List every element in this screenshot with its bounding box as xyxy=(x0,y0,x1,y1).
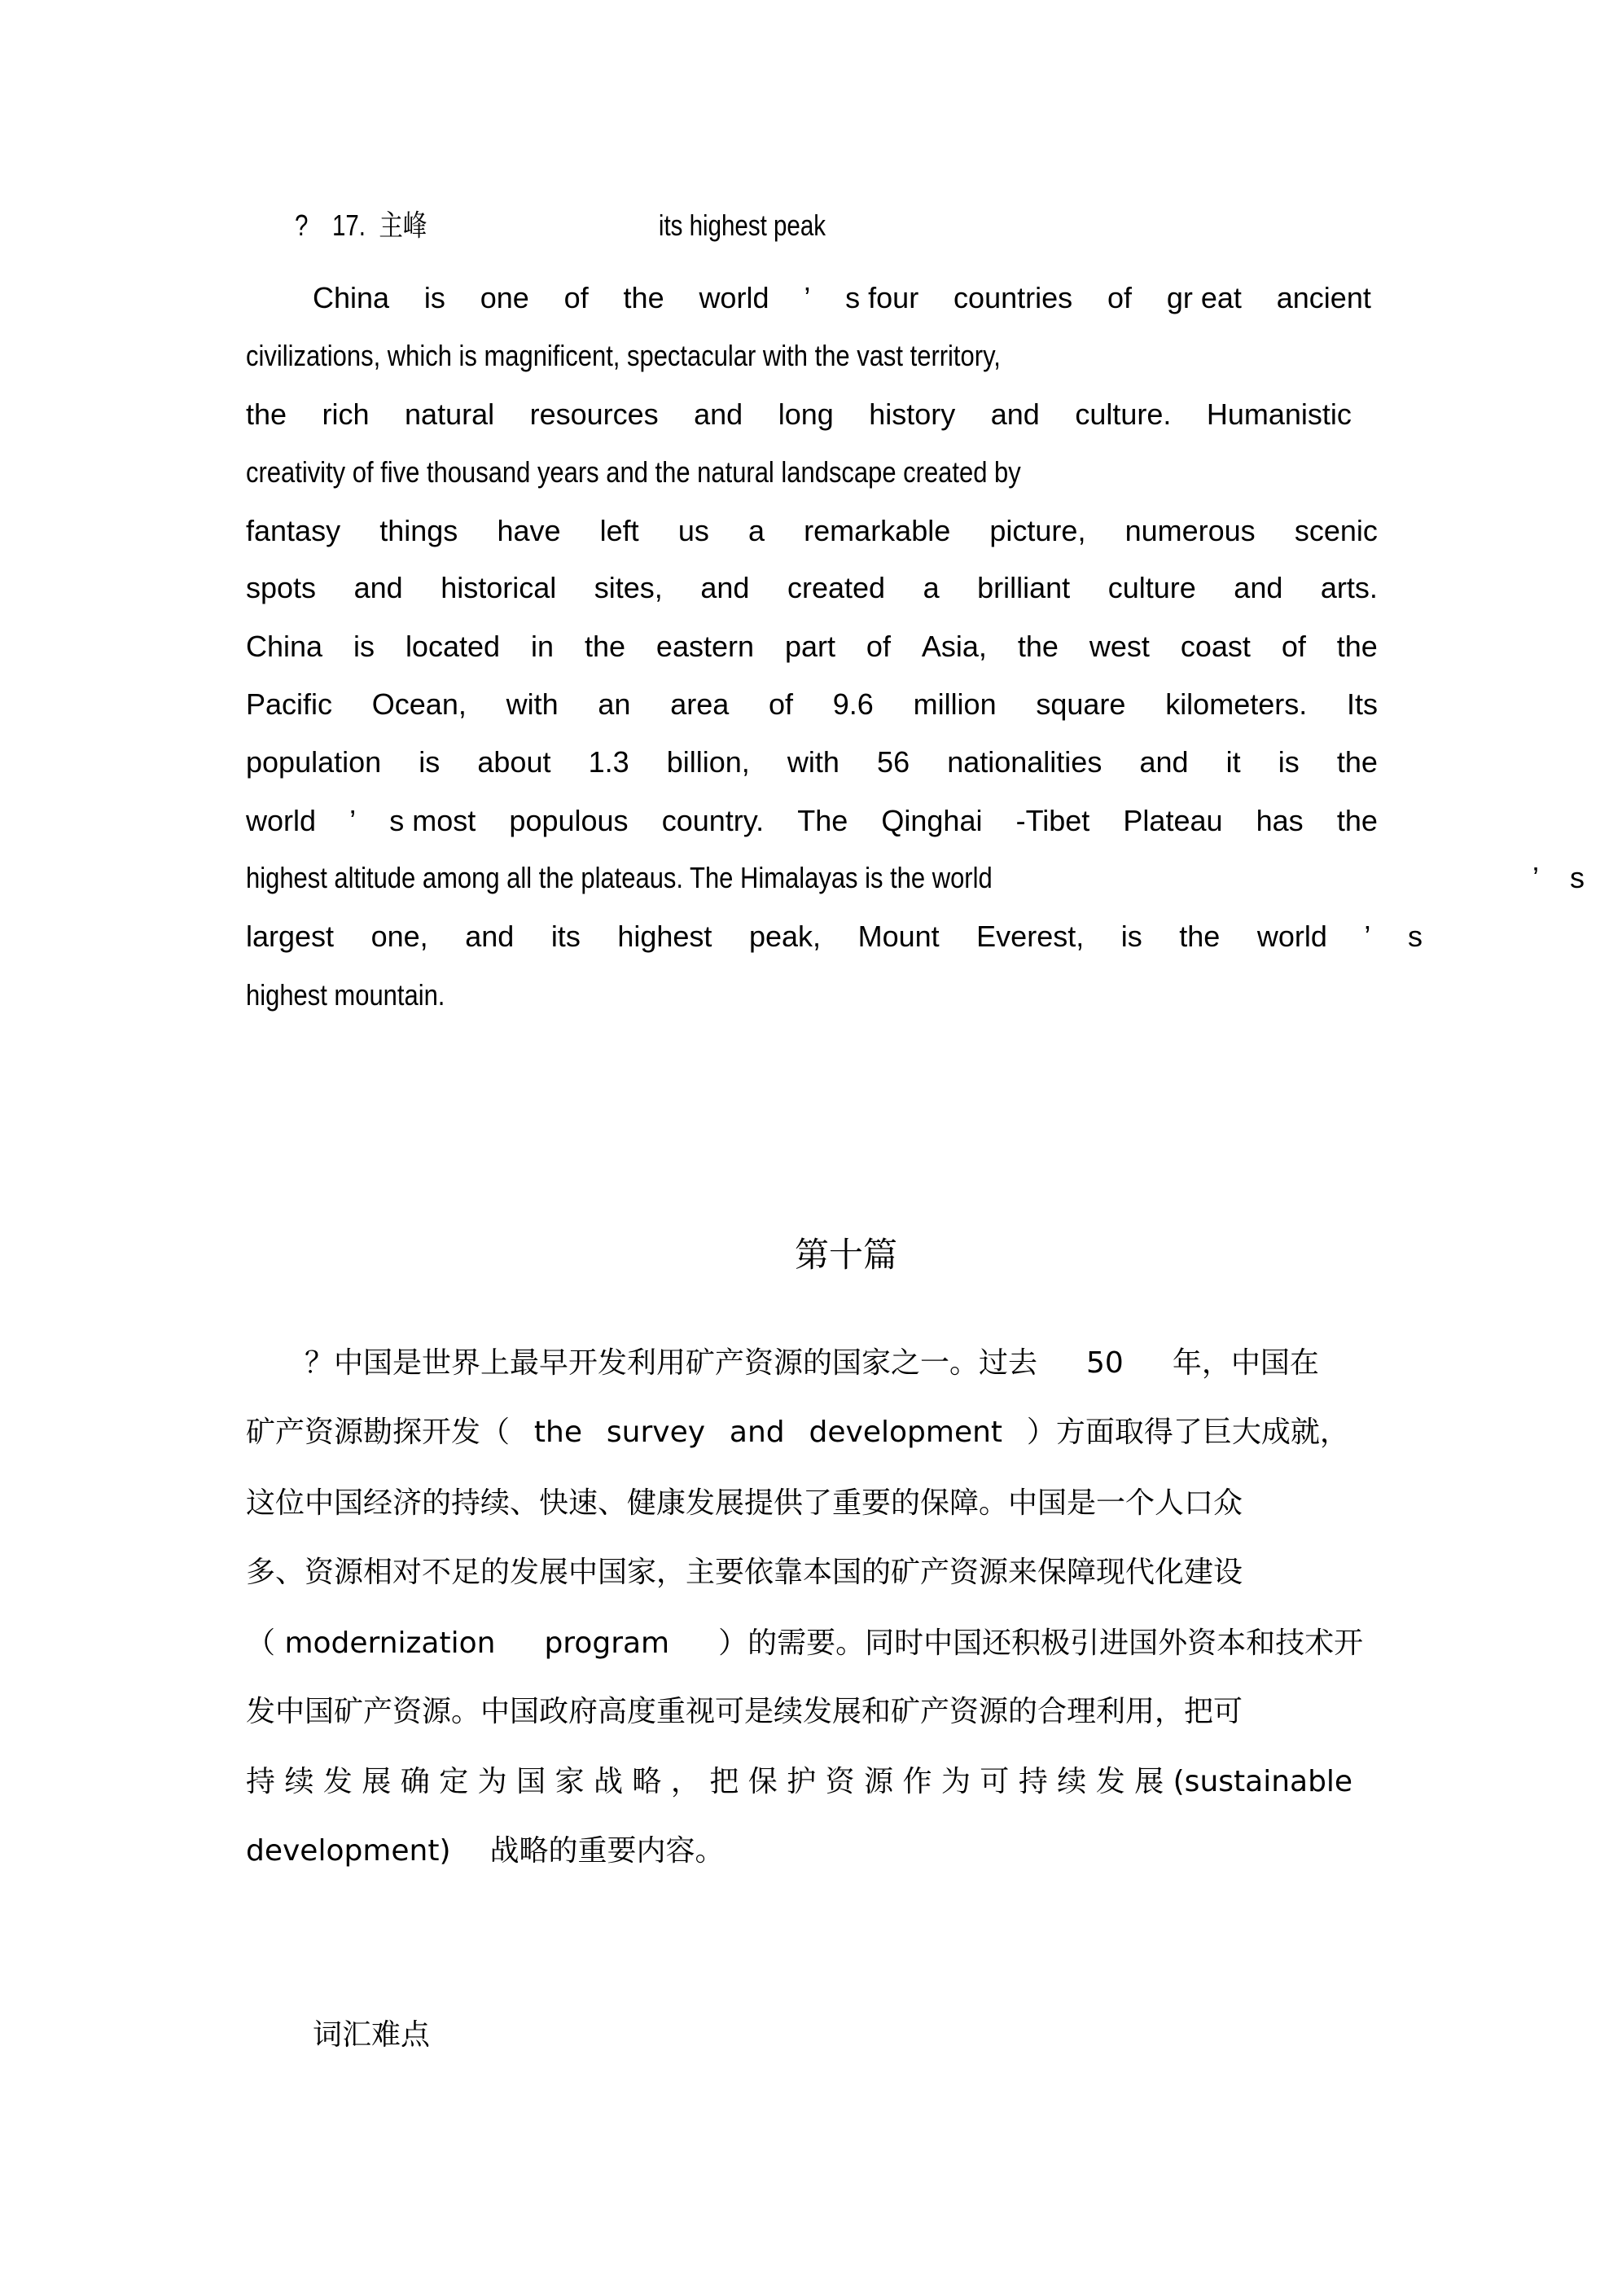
word: kilometers. xyxy=(1165,687,1308,721)
text-line xyxy=(313,283,1371,313)
word: the xyxy=(1179,920,1221,953)
text-line xyxy=(246,573,1378,603)
word: Its xyxy=(1346,687,1378,721)
word: is xyxy=(353,630,375,663)
word: countries xyxy=(953,281,1073,314)
word: arts. xyxy=(1320,571,1378,604)
word: million xyxy=(913,687,997,721)
word: Pacific xyxy=(246,687,333,721)
word: civilizations, which is magnificent, spectacular with the vast territory, xyxy=(246,339,1001,372)
word: （ modernization xyxy=(246,1627,496,1660)
word: and xyxy=(1234,571,1283,604)
stray-apostrophe: ’ xyxy=(1532,861,1539,894)
word: Everest, xyxy=(976,920,1085,953)
text-line xyxy=(246,455,1021,489)
section-title: 第十篇 xyxy=(795,1235,898,1275)
word: 持 续 发 展 确 定 为 国 家 战 略 ， 把 保 护 资 源 作 为 可 持 续 发 展 (sustainable xyxy=(246,1765,1353,1798)
word: ’ xyxy=(1364,920,1371,953)
word: 年，中国在 xyxy=(1172,1346,1319,1380)
word: coast xyxy=(1180,630,1251,663)
word: and xyxy=(465,920,515,953)
word: 发中国矿产资源。中国政府高度重视可是续发展和矿产资源的合理利用，把可 xyxy=(246,1695,1243,1728)
word: highest altitude among all the plateaus. The Himalayas is the world xyxy=(246,861,993,894)
word: of xyxy=(1107,281,1132,314)
word: billion, xyxy=(666,745,750,779)
text-line xyxy=(246,1486,1243,1520)
word: sites, xyxy=(594,571,663,604)
vocab-marker: ? xyxy=(295,209,309,242)
word: have xyxy=(497,514,561,547)
word: one xyxy=(480,281,529,314)
vocab-heading: 词汇难点 xyxy=(313,2018,431,2052)
word: gr eat xyxy=(1166,281,1242,314)
word: with xyxy=(506,687,559,721)
word: Mount xyxy=(857,920,940,953)
word: program xyxy=(544,1627,670,1660)
text-line xyxy=(246,1629,1363,1658)
word: world xyxy=(699,281,769,314)
word: left xyxy=(599,514,639,547)
word: ’ xyxy=(804,281,811,314)
word: in xyxy=(530,630,554,663)
word: history xyxy=(869,397,956,431)
word: spots xyxy=(246,571,317,604)
word: is xyxy=(419,745,441,779)
word: s xyxy=(1407,920,1423,953)
text-line xyxy=(246,687,1378,721)
word: culture. xyxy=(1075,397,1172,431)
word: one, xyxy=(370,920,428,953)
word: -Tibet xyxy=(1015,804,1090,837)
word: 多、资源相对不足的发展中国家，主要依靠本国的矿产资源来保障现代化建设 xyxy=(246,1556,1243,1589)
word: culture xyxy=(1107,571,1196,604)
vocab-english: its highest peak xyxy=(658,209,826,242)
word: development) xyxy=(246,1834,451,1868)
word: the xyxy=(1017,630,1059,663)
word: China xyxy=(246,630,323,663)
word: west xyxy=(1089,630,1150,663)
word: 战略的重要内容。 xyxy=(489,1834,725,1868)
word: 这位中国经济的持续、快速、健康发展提供了重要的保障。中国是一个人口众 xyxy=(246,1486,1243,1520)
word: an xyxy=(598,687,631,721)
word: survey xyxy=(606,1416,706,1449)
word: 50 xyxy=(1086,1346,1124,1380)
word: largest xyxy=(246,920,335,953)
word: numerous xyxy=(1124,514,1256,547)
word: world xyxy=(246,804,317,837)
word: has xyxy=(1256,804,1304,837)
word: things xyxy=(379,514,458,547)
word: and xyxy=(729,1416,785,1449)
text-line xyxy=(246,863,993,893)
word: is xyxy=(1278,745,1300,779)
word: fantasy xyxy=(246,514,341,547)
word: The xyxy=(797,804,848,837)
word: the xyxy=(533,1416,582,1449)
text-line xyxy=(246,978,445,1012)
word: Ocean, xyxy=(371,687,467,721)
text-line xyxy=(246,1558,1243,1587)
word: part xyxy=(784,630,835,663)
word: resources xyxy=(529,397,659,431)
text-line xyxy=(246,341,1001,371)
word: Asia, xyxy=(921,630,987,663)
word: the xyxy=(1336,745,1378,779)
text-line xyxy=(246,1418,1349,1447)
word: located xyxy=(405,630,501,663)
word: Plateau xyxy=(1123,804,1223,837)
word: peak, xyxy=(748,920,822,953)
word: is xyxy=(423,281,445,314)
word: nationalities xyxy=(947,745,1103,779)
word: picture, xyxy=(989,514,1086,547)
word: and xyxy=(700,571,750,604)
word: highest xyxy=(617,920,712,953)
word: and xyxy=(353,571,403,604)
text-line xyxy=(246,745,1378,779)
text-line xyxy=(246,1697,1243,1727)
text-line xyxy=(305,1346,1319,1380)
word: a xyxy=(748,514,765,547)
word: about xyxy=(477,745,551,779)
text-line xyxy=(246,806,1378,836)
word: area xyxy=(670,687,730,721)
word: s most xyxy=(389,804,476,837)
word: of xyxy=(769,687,794,721)
word: highest mountain. xyxy=(246,978,445,1012)
word: it xyxy=(1225,745,1241,779)
vocab-number: 17. xyxy=(331,209,366,242)
word: historical xyxy=(441,571,557,604)
word: brilliant xyxy=(977,571,1071,604)
word: ）的需要。同时中国还积极引进国外资本和技术开 xyxy=(718,1627,1364,1660)
word: creativity of five thousand years and the natural landscape created by xyxy=(246,455,1021,489)
word: 1.3 xyxy=(588,745,629,779)
word: ？中国是世界上最早开发利用矿产资源的国家之一。过去 xyxy=(305,1346,1038,1380)
word: population xyxy=(246,745,382,779)
word: s four xyxy=(845,281,919,314)
word: the xyxy=(623,281,664,314)
word: eastern xyxy=(655,630,754,663)
word: 矿产资源勘探开发（ xyxy=(246,1416,511,1449)
word: natural xyxy=(405,397,495,431)
word: is xyxy=(1120,920,1142,953)
text-line xyxy=(246,1767,1352,1797)
word: of xyxy=(866,630,891,663)
word: country. xyxy=(661,804,765,837)
word: square xyxy=(1036,687,1126,721)
stray-s: s xyxy=(1570,861,1585,894)
text-line xyxy=(246,1834,725,1868)
text-line xyxy=(246,922,1423,951)
word: the xyxy=(1336,630,1378,663)
word: us xyxy=(677,514,709,547)
word: ancient xyxy=(1276,281,1371,314)
word: with xyxy=(787,745,839,779)
word: and xyxy=(694,397,743,431)
word: a xyxy=(923,571,940,604)
word: and xyxy=(1139,745,1189,779)
word: the xyxy=(584,630,625,663)
text-line xyxy=(246,632,1378,661)
word: development xyxy=(809,1416,1003,1449)
word: 56 xyxy=(877,745,910,779)
word: the xyxy=(1336,804,1378,837)
word: 9.6 xyxy=(832,687,874,721)
word: remarkable xyxy=(804,514,951,547)
word: Qinghai xyxy=(881,804,983,837)
word: of xyxy=(563,281,589,314)
word: world xyxy=(1256,920,1327,953)
word: Humanistic xyxy=(1206,397,1352,431)
word: and xyxy=(990,397,1040,431)
word: populous xyxy=(509,804,629,837)
word: created xyxy=(787,571,886,604)
word: of xyxy=(1281,630,1306,663)
word: China xyxy=(313,281,390,314)
word: scenic xyxy=(1294,514,1378,547)
vocab-chinese: 主峰 xyxy=(379,209,427,243)
word: the xyxy=(246,397,287,431)
text-line xyxy=(246,397,1352,431)
word: its xyxy=(550,920,581,953)
word: long xyxy=(778,397,834,431)
word: ）方面取得了巨大成就， xyxy=(1026,1416,1349,1449)
word: ’ xyxy=(349,804,357,837)
text-line xyxy=(246,516,1378,546)
vocab-item xyxy=(295,209,826,243)
word: rich xyxy=(322,397,370,431)
